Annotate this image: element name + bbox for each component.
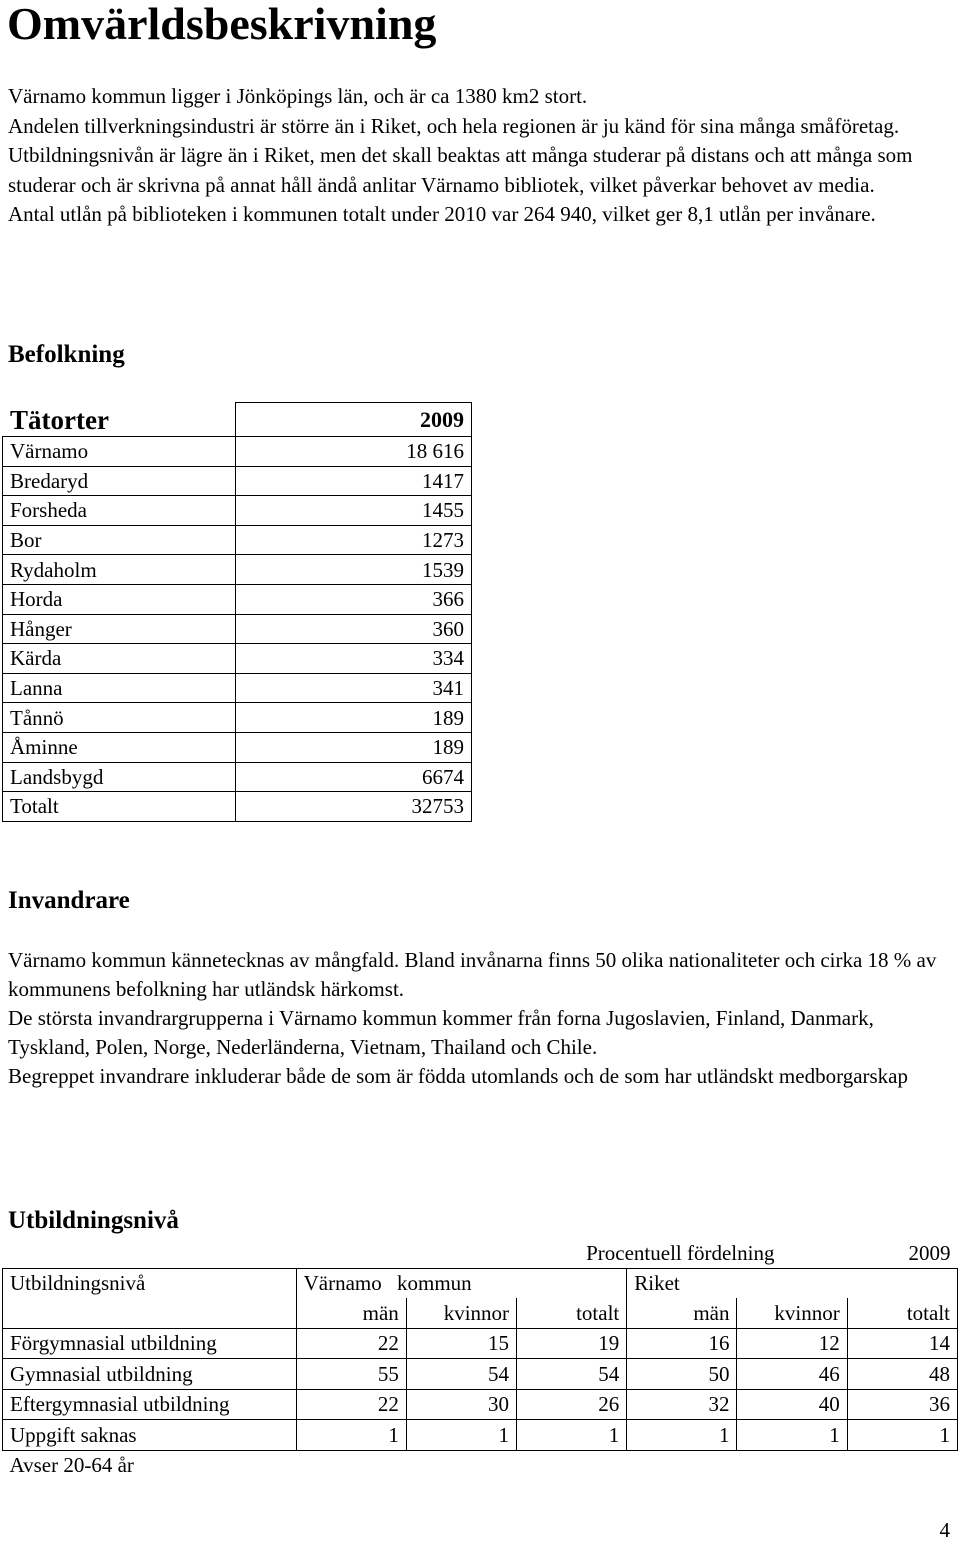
table-caption-row — [3, 1238, 958, 1268]
tatort-population: 360 — [236, 614, 472, 644]
percentage-cell: 15 — [406, 1328, 516, 1359]
table-row — [3, 584, 472, 614]
tatort-name: Totalt — [3, 792, 236, 822]
table-row — [3, 673, 472, 703]
tatort-population: 18 616 — [236, 437, 472, 467]
column-header-year: 2009 — [236, 403, 472, 437]
percentage-cell: 50 — [627, 1359, 737, 1390]
tatort-population: 1455 — [236, 496, 472, 526]
utbildning-table — [2, 1238, 958, 1480]
tatort-population: 1417 — [236, 466, 472, 496]
intro-paragraph: Värnamo kommun ligger i Jönköpings län, och är ca 1380 km2 stort. — [8, 84, 588, 108]
percentage-cell: 40 — [737, 1389, 847, 1420]
tatort-population: 1539 — [236, 555, 472, 585]
percentage-cell: 30 — [406, 1389, 516, 1420]
column-header-tatorter: Tätorter — [3, 403, 236, 437]
table-row — [3, 496, 472, 526]
percentage-cell: 1 — [737, 1420, 847, 1451]
percentage-cell: 16 — [627, 1328, 737, 1359]
tatort-population: 1273 — [236, 525, 472, 555]
invandrare-paragraph: De största invandrargrupperna i Värnamo kommun kommer från forna Jugoslavien, Finland, Danmark, Tyskland, Polen, Norge, Nederländerna, Vietnam, Thailand och Chile. — [8, 1006, 874, 1059]
tatort-name: Landsbygd — [3, 762, 236, 792]
tatort-population: 6674 — [236, 762, 472, 792]
table-note: Avser 20-64 år — [9, 1453, 134, 1478]
tatort-population: 334 — [236, 644, 472, 674]
invandrare-text — [8, 946, 953, 1091]
percentage-cell: 12 — [737, 1328, 847, 1359]
tatort-name: Värnamo — [3, 437, 236, 467]
invandrare-paragraph: Värnamo kommun kännetecknas av mångfald. Bland invånarna finns 50 olika nationaliteter och cirka 18 % av kommunens befolkning har utländsk härkomst. — [8, 948, 937, 1001]
percentage-cell: 1 — [627, 1420, 737, 1451]
percentage-cell: 36 — [847, 1389, 957, 1420]
tatort-name: Åminne — [3, 732, 236, 762]
tatort-population: 32753 — [236, 792, 472, 822]
table-row — [3, 555, 472, 585]
tatort-name: Forsheda — [3, 496, 236, 526]
utbildning-heading: Utbildningsnivå — [8, 1207, 179, 1234]
education-level: Förgymnasial utbildning — [3, 1328, 297, 1359]
invandrare-paragraph: Begreppet invandrare inkluderar både de som är födda utomlands och de som har utländskt medborgarskap — [8, 1064, 909, 1088]
percentage-cell: 1 — [847, 1420, 957, 1451]
percentage-cell: 54 — [517, 1359, 627, 1390]
table-row — [3, 1328, 958, 1359]
tatort-name: Kärda — [3, 644, 236, 674]
tatort-population: 189 — [236, 703, 472, 733]
table-row — [3, 437, 472, 467]
percentage-cell: 55 — [296, 1359, 406, 1390]
tatort-population: 189 — [236, 732, 472, 762]
education-level: Eftergymnasial utbildning — [3, 1389, 297, 1420]
table-row — [3, 792, 472, 822]
percentage-cell: 19 — [517, 1328, 627, 1359]
percentage-cell: 54 — [406, 1359, 516, 1390]
percentage-cell: 1 — [517, 1420, 627, 1451]
intro-paragraph: Antal utlån på biblioteken i kommunen totalt under 2010 var 264 940, vilket ger 8,1 utlån per invånare. — [8, 202, 876, 226]
table-row — [3, 466, 472, 496]
table-row — [3, 732, 472, 762]
group-header-varnamo: Värnamo — [303, 1271, 382, 1296]
percentage-cell: 26 — [517, 1389, 627, 1420]
tatort-population: 366 — [236, 584, 472, 614]
tatort-population: 341 — [236, 673, 472, 703]
percentage-cell: 32 — [627, 1389, 737, 1420]
table-row — [3, 614, 472, 644]
percentage-cell: 22 — [296, 1389, 406, 1420]
table-row — [3, 1359, 958, 1390]
percentage-cell: 48 — [847, 1359, 957, 1390]
tatort-name: Rydaholm — [3, 555, 236, 585]
tatort-name: Horda — [3, 584, 236, 614]
group-header-kommun: kommun — [396, 1271, 472, 1296]
table-header-row — [3, 403, 472, 437]
column-header-level: Utbildningsnivå — [3, 1268, 297, 1298]
intro-text — [8, 82, 953, 230]
page-number: 4 — [939, 1518, 950, 1542]
table-row — [3, 703, 472, 733]
tatorter-table — [2, 402, 472, 822]
befolkning-heading: Befolkning — [8, 341, 125, 368]
page-title: Omvärldsbeskrivning — [7, 0, 437, 49]
tatort-name: Tånnö — [3, 703, 236, 733]
table-row — [3, 1420, 958, 1451]
invandrare-heading: Invandrare — [8, 887, 130, 914]
tatort-name: Bredaryd — [3, 466, 236, 496]
intro-paragraph: Andelen tillverkningsindustri är större än i Riket, och hela regionen är ju känd för sina många småföretag. Utbildningsnivån är lägre än i Riket, men det skall beaktas att många studerar på distans och att många som studerar och är skrivna på annat håll ändå anlitar Värnamo bibliotek, vilket påverkar behovet av media. — [8, 113, 913, 197]
group-header-varnamo-kommun — [296, 1268, 627, 1298]
table-header-row — [3, 1268, 958, 1298]
table-row — [3, 762, 472, 792]
subheader-cell: män — [296, 1298, 406, 1328]
table-row — [3, 644, 472, 674]
education-level: Uppgift saknas — [3, 1420, 297, 1451]
tatort-name: Lanna — [3, 673, 236, 703]
subheader-cell: kvinnor — [737, 1298, 847, 1328]
percentage-cell: 14 — [847, 1328, 957, 1359]
table-row — [3, 525, 472, 555]
table-caption: Procentuell fördelning — [586, 1240, 775, 1265]
tatort-name: Hånger — [3, 614, 236, 644]
percentage-cell: 1 — [296, 1420, 406, 1451]
percentage-cell: 46 — [737, 1359, 847, 1390]
percentage-cell: 22 — [296, 1328, 406, 1359]
table-row — [3, 1389, 958, 1420]
tatort-name: Bor — [3, 525, 236, 555]
subheader-cell: totalt — [847, 1298, 957, 1328]
subheader-cell: totalt — [517, 1298, 627, 1328]
group-header-riket: Riket — [627, 1268, 958, 1298]
subheader-cell: män — [627, 1298, 737, 1328]
education-level: Gymnasial utbildning — [3, 1359, 297, 1390]
subheader-row — [3, 1298, 958, 1328]
subheader-cell: kvinnor — [406, 1298, 516, 1328]
percentage-cell: 1 — [406, 1420, 516, 1451]
table-year: 2009 — [908, 1240, 951, 1265]
table-note-row — [3, 1450, 958, 1480]
